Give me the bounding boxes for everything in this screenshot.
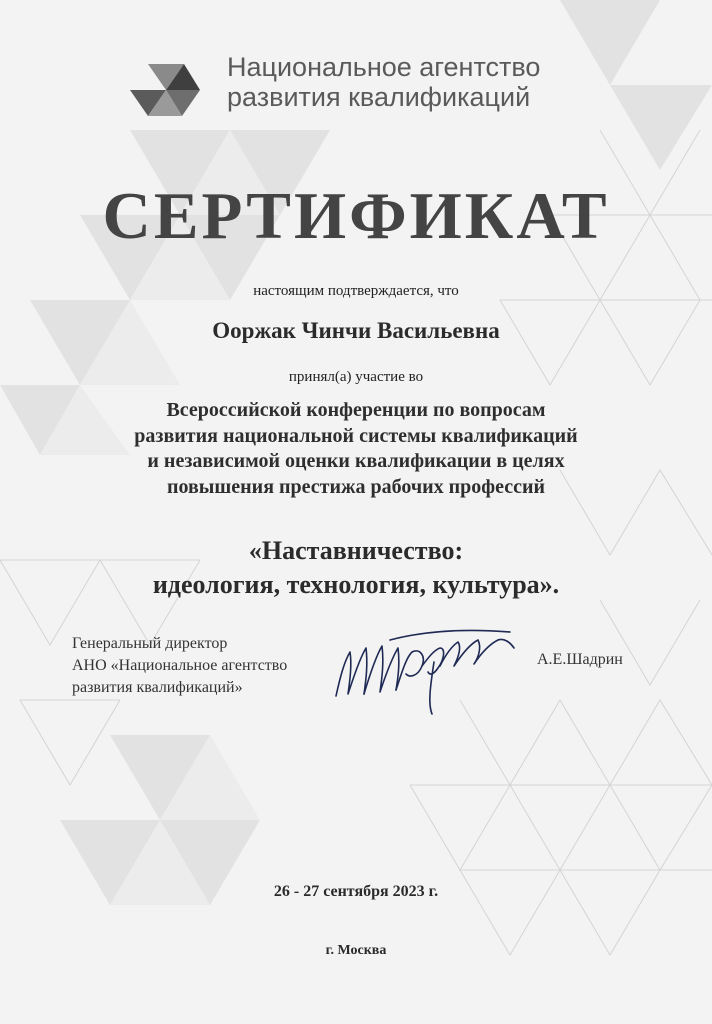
organization-name-line2: развития квалификаций: [227, 82, 531, 112]
event-description: [0, 398, 712, 500]
certificate-title: СЕРТИФИКАТ: [102, 179, 610, 253]
participation-text: принял(а) участие во: [288, 369, 424, 385]
event-line: развития национальной системы квалификаций: [134, 424, 578, 447]
signatory-position: [72, 633, 287, 699]
motto-line: идеология, технология, культура».: [152, 570, 560, 599]
motto-line: «Наставничество:: [248, 536, 464, 565]
signatory-name: А.Е.Шадрин: [537, 651, 623, 668]
confirmation-text: настоящим подтверждается, что: [253, 283, 459, 299]
event-line: Всероссийской конференции по вопросам: [166, 399, 546, 421]
organization-name-line1: Национальное агентство: [227, 52, 541, 82]
signatory-position-line: АНО «Национальное агентство: [72, 657, 288, 674]
signatory-position-line: развития квалификаций»: [72, 679, 243, 696]
event-date: 26 - 27 сентября 2023 г.: [273, 883, 439, 900]
recipient-name: Ооржак Чинчи Васильевна: [212, 318, 500, 343]
event-city: г. Москва: [325, 943, 387, 958]
signatory-position-line: Генеральный директор: [72, 635, 228, 652]
event-motto: [0, 534, 712, 602]
organization-name: [227, 52, 540, 112]
agency-logo-icon: [130, 64, 200, 116]
organization-logo: [130, 52, 590, 122]
handwritten-signature: [330, 618, 520, 718]
event-line: и независимой оценки квалификации в целях: [147, 450, 565, 472]
event-line: повышения престижа рабочих профессий: [166, 475, 546, 498]
